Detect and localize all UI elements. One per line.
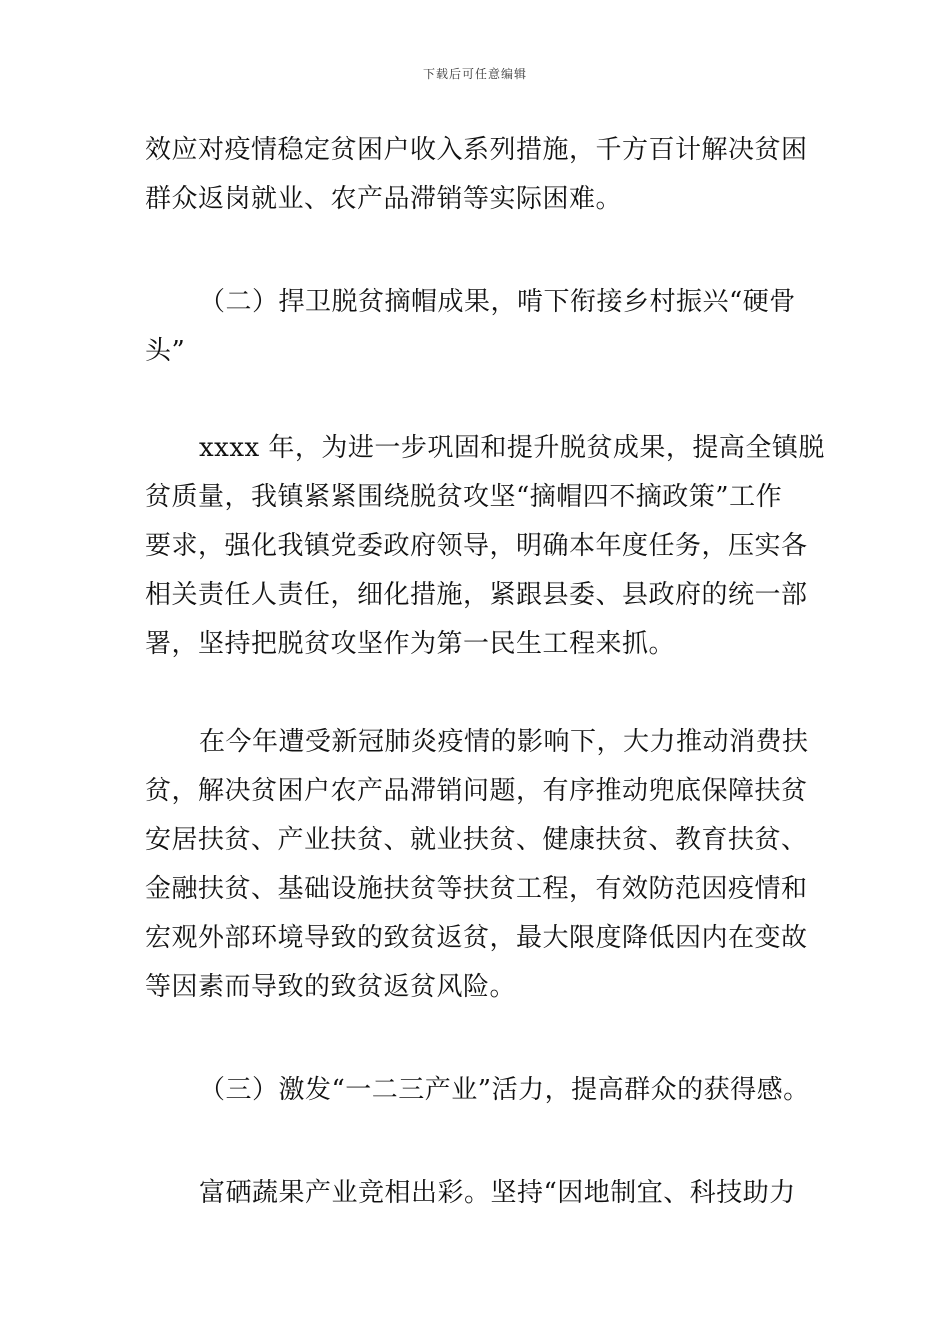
- paragraph-line: 等因素而导致的致贫返贫风险。: [145, 972, 517, 1002]
- paragraph-line: 宏观外部环境导致的致贫返贫，最大限度降低因内在变故: [145, 923, 808, 953]
- section-heading-3: [145, 1066, 810, 1115]
- paragraph-line: 群众返岗就业、农产品滞销等实际困难。: [145, 184, 623, 214]
- paragraph-6: [145, 1169, 810, 1218]
- paragraph-line: （二）捍卫脱贫摘帽成果，啃下衔接乡村振兴“硬骨: [199, 287, 796, 317]
- paragraph-4: [145, 718, 810, 1012]
- paragraph-line: 安居扶贫、产业扶贫、就业扶贫、健康扶贫、教育扶贫、: [145, 825, 808, 855]
- paragraph-line: 要求，强化我镇党委政府领导，明确本年度任务，压实各: [145, 531, 808, 561]
- section-heading-2: [145, 278, 810, 376]
- paragraph-line: 效应对疫情稳定贫困户收入系列措施，千方百计解决贫困: [145, 135, 808, 165]
- paragraph-line: 贫，解决贫困户农产品滞销问题，有序推动兜底保障扶贫: [145, 776, 808, 806]
- paragraph-1: [145, 126, 810, 224]
- paragraph-line: （三）激发“一二三产业”活力，提高群众的获得感。: [199, 1075, 810, 1105]
- page-header: 下载后可任意编辑: [422, 67, 527, 81]
- paragraph-line: 金融扶贫、基础设施扶贫等扶贫工程，有效防范因疫情和: [145, 874, 808, 904]
- paragraph-3: [145, 424, 825, 669]
- paragraph-line: 署，坚持把脱贫攻坚作为第一民生工程来抓。: [145, 629, 676, 659]
- paragraph-line: 相关责任人责任，细化措施，紧跟县委、县政府的统一部: [145, 580, 808, 610]
- paragraph-line: 富硒蔬果产业竞相出彩。坚持“因地制宜、科技助力: [199, 1178, 796, 1208]
- paragraph-line: 头”: [145, 336, 186, 366]
- paragraph-line: 贫质量，我镇紧紧围绕脱贫攻坚“摘帽四不摘政策”工作: [145, 482, 783, 512]
- paragraph-line: 在今年遭受新冠肺炎疫情的影响下，大力推动消费扶: [199, 727, 809, 757]
- paragraph-line: xxxx 年，为进一步巩固和提升脱贫成果，提高全镇脱: [199, 433, 825, 463]
